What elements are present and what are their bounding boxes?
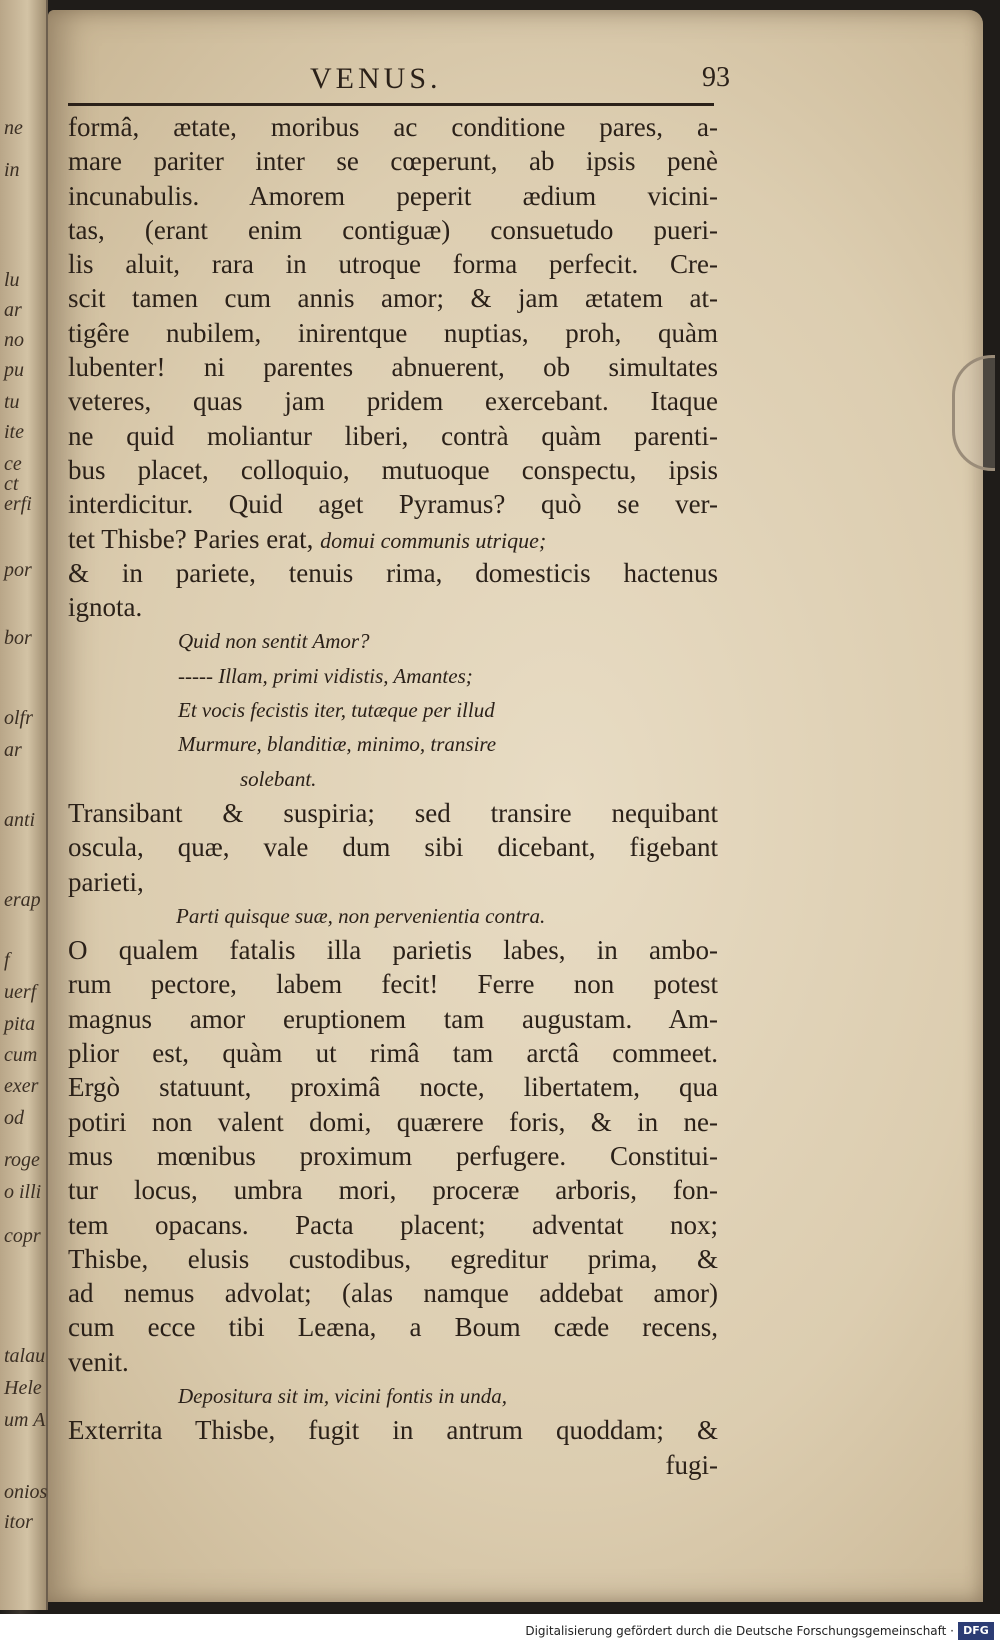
margin-fragment: cum [4, 1044, 38, 1066]
text-line: incunabulis. Amorem peperit ædium vicini- [68, 180, 718, 211]
text-line: mus mœnibus proximum perfugere. Constitui- [68, 1140, 718, 1171]
margin-fragment: anti [4, 809, 36, 831]
text-line: ad nemus advolat; (alas namque addebat amor) [68, 1278, 718, 1309]
margin-fragment: roge [4, 1149, 40, 1171]
catchword: fugi- [665, 1449, 718, 1480]
page-header [310, 62, 730, 102]
margin-fragment: onios [4, 1481, 48, 1503]
margin-fragment: por [4, 559, 32, 581]
margin-fragment: ct [4, 473, 19, 495]
header-rule [68, 103, 714, 106]
margin-fragment: ite [4, 421, 24, 443]
text-line: scit tamen cum annis amor; & jam ætatem at- [68, 283, 718, 314]
text-line: interdicitur. Quid aget Pyramus? quò se ver- [68, 489, 718, 520]
text-line: cum ecce tibi Leæna, a Boum cæde recens, [68, 1312, 718, 1343]
text-line [68, 522, 718, 556]
text-line: Transibant & suspiria; sed transire nequibant [68, 797, 718, 828]
text-run: tet Thisbe? Paries erat, [68, 523, 314, 554]
verse-line: Murmure, blanditiæ, minimo, transire [178, 732, 497, 757]
margin-fragment: copr [4, 1225, 41, 1247]
text-line: ignota. [68, 592, 143, 623]
text-line: tur locus, umbra mori, proceræ arboris, fon- [68, 1175, 718, 1206]
text-line: rum pectore, labem fecit! Ferre non potest [68, 969, 718, 1000]
margin-fragment: um A [4, 1409, 46, 1431]
margin-fragment: talau [4, 1345, 46, 1367]
text-line: Thisbe, elusis custodibus, egreditur prima, & [68, 1243, 718, 1274]
text-line: Ergò statuunt, proximâ nocte, libertatem, qua [68, 1072, 718, 1103]
verse-line: ----- Illam, primi vidistis, Amantes; [178, 663, 473, 688]
text-line: veteres, quas jam pridem exercebant. Itaque [68, 386, 718, 417]
text-line: mare pariter inter se cœperunt, ab ipsis penè [68, 146, 718, 177]
text-line: plior est, quàm ut rimâ tam arctâ commeet. [68, 1038, 718, 1069]
margin-fragment: f [4, 949, 10, 971]
verse-line: Parti quisque suæ, non pervenientia contra. [176, 903, 546, 928]
verse-line: solebant. [240, 766, 317, 791]
text-line: venit. [68, 1346, 129, 1377]
margin-fragment: in [4, 159, 20, 181]
running-head: VENUS. [310, 62, 442, 95]
margin-fragment: no [4, 329, 24, 351]
margin-fragment: uerf [4, 981, 37, 1003]
text-line: lis aluit, rara in utroque forma perfecit. Cre- [68, 249, 718, 280]
text-line: tas, (erant enim contiguæ) consuetudo pueri- [68, 214, 718, 245]
page-number: 93 [702, 62, 730, 93]
verse-line: Depositura sit im, vicini fontis in unda, [178, 1383, 507, 1408]
margin-fragment: olfr [4, 707, 33, 729]
text-line: tem opacans. Pacta placent; adventat nox; [68, 1209, 718, 1240]
margin-fragment: erfi [4, 493, 32, 515]
margin-fragment: itor [4, 1511, 33, 1533]
margin-fragment: ne [4, 117, 23, 139]
text-line: ne quid moliantur liberi, contrà quàm parenti- [68, 420, 718, 451]
text-line: potiri non valent domi, quærere foris, & in ne- [68, 1106, 718, 1137]
margin-fragment: od [4, 1107, 24, 1129]
text-line: parieti, [68, 866, 144, 897]
verse-line: Quid non sentit Amor? [178, 629, 370, 654]
text-line: lubenter! ni parentes abnuerent, ob simultates [68, 352, 718, 383]
digitization-footer [0, 1614, 1000, 1650]
margin-fragment: ar [4, 739, 22, 761]
inline-quote: domui communis utrique; [320, 527, 547, 553]
verse-line: Et vocis fecistis iter, tutæque per illud [178, 698, 495, 723]
margin-fragment: bor [4, 627, 32, 649]
margin-fragment: exer [4, 1075, 39, 1097]
margin-fragment: ce [4, 453, 22, 475]
text-line: formâ, ætate, moribus ac conditione pares, a- [68, 112, 718, 142]
margin-fragment: lu [4, 269, 20, 291]
text-line: oscula, quæ, vale dum sibi dicebant, figebant [68, 832, 718, 863]
margin-fragment: Hele [4, 1377, 42, 1399]
margin-fragment: tu [4, 391, 20, 413]
margin-fragment: o illi [4, 1181, 42, 1203]
funding-credit: Digitalisierung gefördert durch die Deutsche Forschungsgemeinschaft · [525, 1624, 954, 1638]
text-line: O qualem fatalis illa parietis labes, in ambo- [68, 935, 718, 966]
margin-fragment: erap [4, 889, 41, 911]
dfg-logo: DFG [958, 1622, 994, 1640]
text-line: & in pariete, tenuis rima, domesticis hactenus [68, 557, 718, 588]
body-text [68, 110, 718, 1482]
page-clip [952, 355, 995, 471]
text-line: bus placet, colloquio, mutuoque conspectu, ipsis [68, 454, 718, 485]
text-line: magnus amor eruptionem tam augustam. Am- [68, 1003, 718, 1034]
text-line: tigêre nubilem, inirentque nuptias, proh, quàm [68, 317, 718, 348]
adjacent-page-edge [0, 0, 48, 1610]
margin-fragment: pita [4, 1013, 36, 1035]
text-line: Exterrita Thisbe, fugit in antrum quoddam; & [68, 1415, 718, 1446]
margin-fragment: ar [4, 299, 22, 321]
margin-fragment: pu [4, 359, 24, 381]
